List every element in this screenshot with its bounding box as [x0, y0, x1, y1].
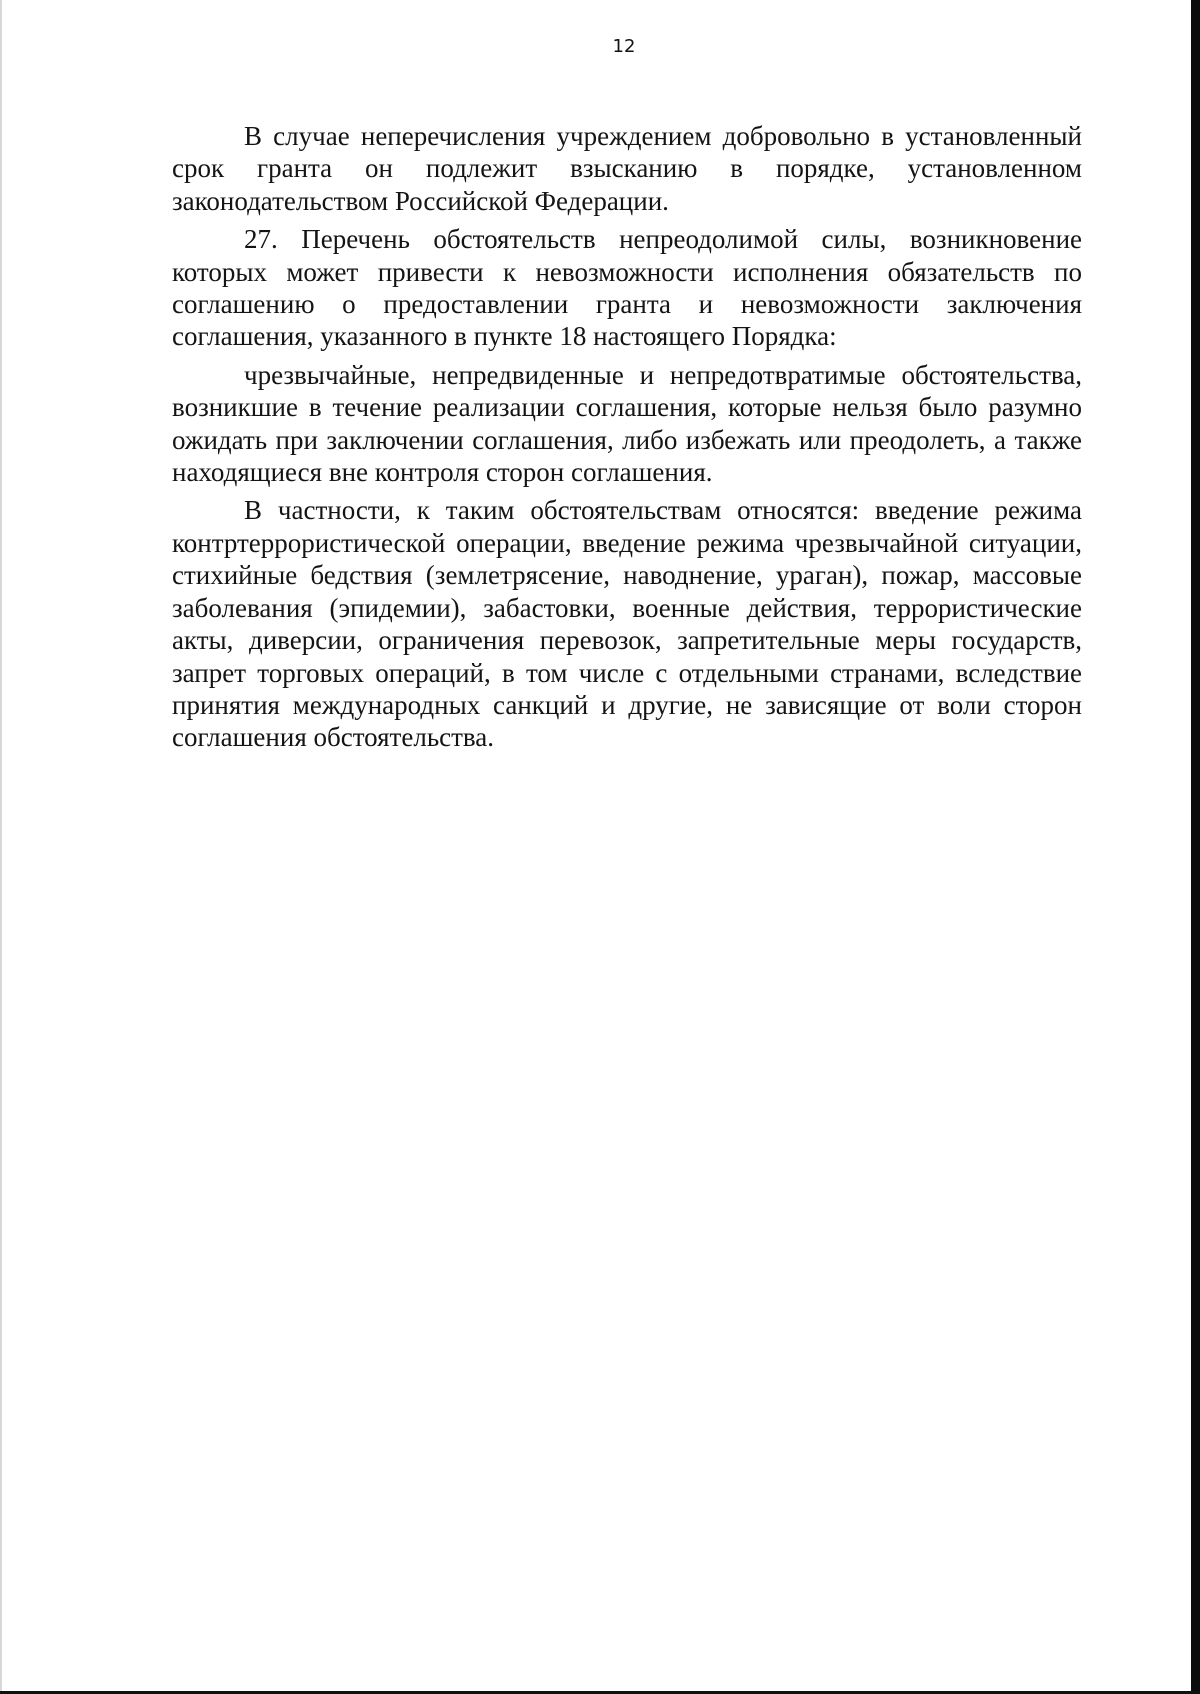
paragraph-force-majeure-definition: чрезвычайные, непредвиденные и непредотвратимые обстоятельства, возникшие в течение реализации соглашения, которые нельзя было разумно ожидать при заключении соглашения, либо избежать или преодолеть, а также находящиеся вне контроля сторон соглашения. [172, 359, 1082, 488]
paragraph-force-majeure-list: 27. Перечень обстоятельств непреодолимой силы, возникновение которых может привести к невозможности исполнения обязательств по соглашению о предоставлении гранта и невозможности заключения соглашения, указанного в пункте 18 настоящего Порядка: [172, 224, 1082, 352]
scan-right-border [1191, 0, 1200, 1694]
scan-left-edge [0, 0, 2, 1694]
paragraph-force-majeure-examples: В частности, к таким обстоятельствам относятся: введение режима контртеррористической операции, введение режима чрезвычайной ситуации, стихийные бедствия (землетрясение, наводнение, ураган), пожар, массовые заболевания (эпидемии), забастовки, военные действия, террористические акты, диверсии, ограничения перевозок, запретительные меры государств, запрет торговых операций, в том числе с отдельными странами, вследствие принятия международных санкций и другие, не зависящие от воли сторон соглашения обстоятельства. [172, 495, 1082, 753]
page-number: 12 [612, 36, 636, 57]
document-body [172, 120, 1082, 760]
paragraph-repayment: В случае неперечисления учреждением добровольно в установленный срок гранта он подлежит взысканию в порядке, установленном законодательством Российской Федерации. [172, 121, 1082, 216]
